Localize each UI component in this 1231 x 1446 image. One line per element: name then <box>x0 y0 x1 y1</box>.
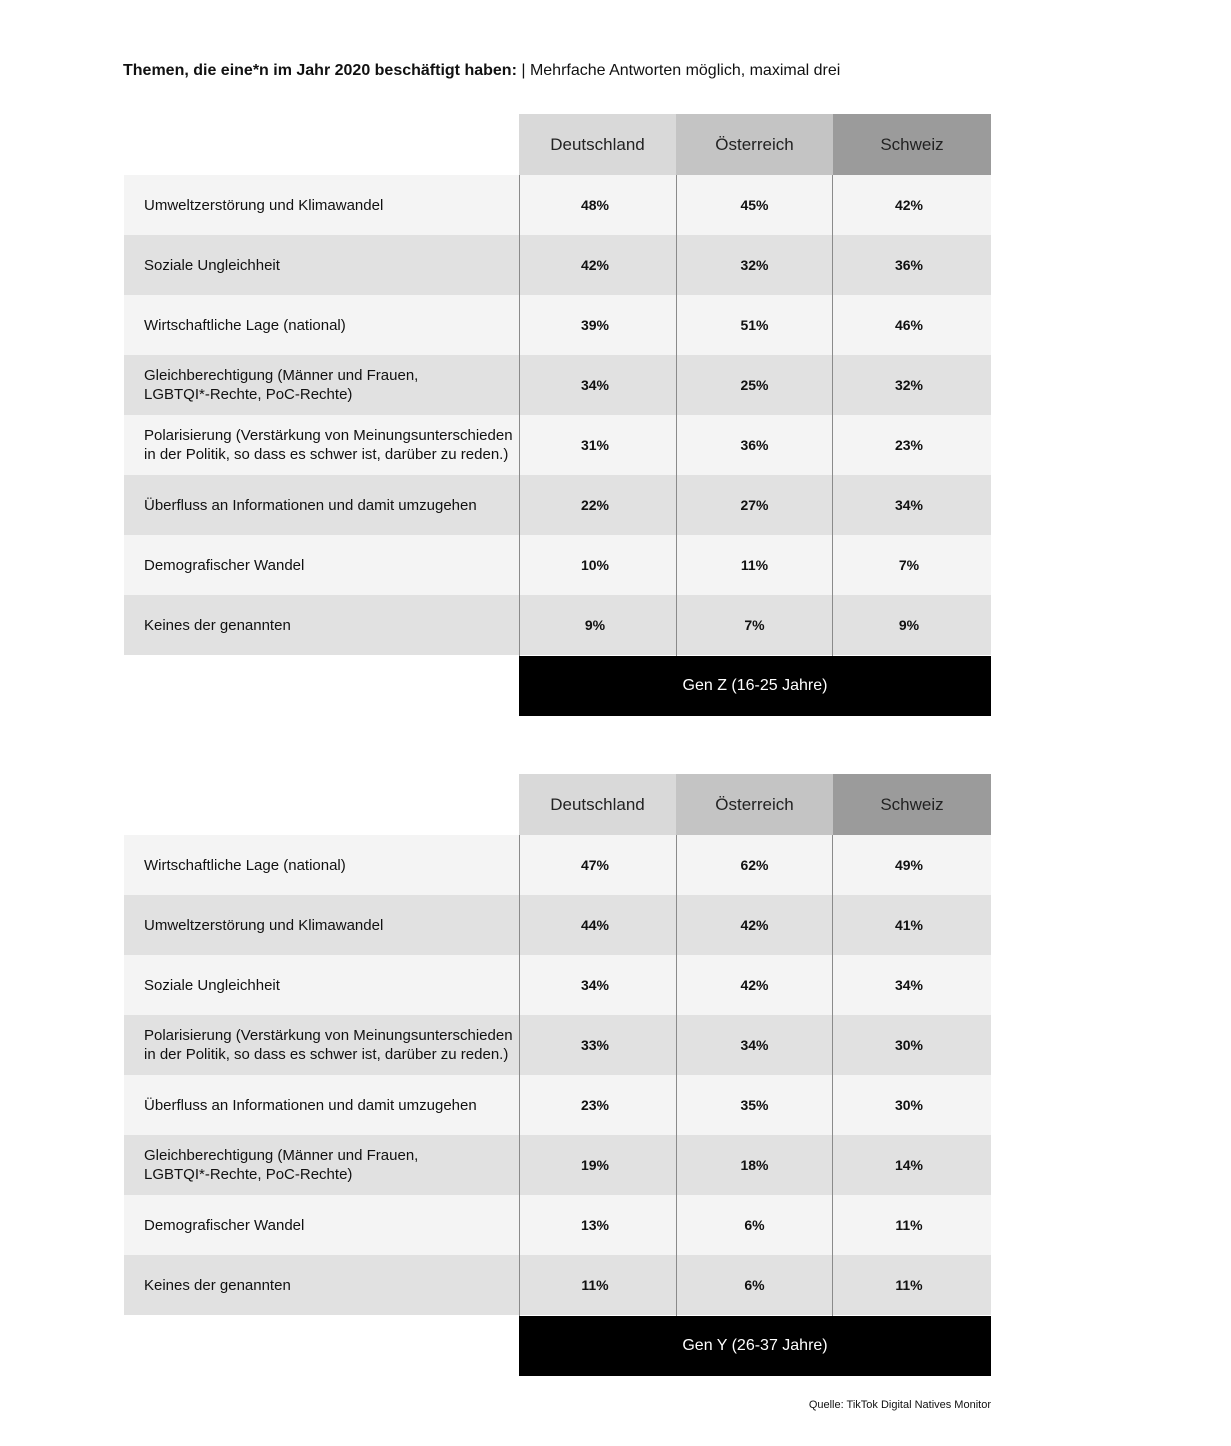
row-label: Demografischer Wandel <box>144 1216 305 1234</box>
value-cell: 22% <box>580 497 610 513</box>
value-cell: 32% <box>894 377 924 393</box>
value-cell: 34% <box>894 977 924 993</box>
row-label: Keines der genannten <box>144 616 291 634</box>
title-rest: | Mehrfache Antworten möglich, maximal drei <box>516 62 841 79</box>
value-cell: 34% <box>894 497 924 513</box>
table-row <box>124 535 991 595</box>
column-divider <box>519 835 520 1316</box>
value-cell: 6% <box>744 1277 765 1293</box>
value-cell: 30% <box>894 1037 924 1053</box>
value-cell: 36% <box>894 257 924 273</box>
column-header-2: Schweiz <box>833 114 991 175</box>
value-cell: 39% <box>580 317 610 333</box>
row-label: Umweltzerstörung und Klimawandel <box>144 196 384 214</box>
value-cell: 27% <box>740 497 769 513</box>
row-label: Polarisierung (Verstärkung von Meinungsunterschieden in der Politik, so dass es schwer ist, darüber zu reden.) <box>144 1027 513 1063</box>
value-cell: 33% <box>580 1037 610 1053</box>
row-label: Überfluss an Informationen und damit umzugehen <box>144 496 477 514</box>
row-label: Soziale Ungleichheit <box>144 976 280 994</box>
value-cell: 34% <box>580 977 610 993</box>
row-label: Wirtschaftliche Lage (national) <box>144 316 346 334</box>
table-gen-y <box>124 774 991 1376</box>
group-label: Gen Y (26-37 Jahre) <box>519 1316 991 1376</box>
value-cell: 6% <box>744 1217 765 1233</box>
value-cell: 42% <box>740 977 769 993</box>
value-cell: 36% <box>740 437 769 453</box>
value-cell: 11% <box>740 557 769 573</box>
page-title <box>123 62 840 80</box>
value-cell: 48% <box>580 197 610 213</box>
row-label: Überfluss an Informationen und damit umzugehen <box>144 1096 477 1114</box>
row-label: Soziale Ungleichheit <box>144 256 280 274</box>
value-cell: 9% <box>584 617 606 633</box>
column-header-row <box>519 114 991 175</box>
value-cell: 46% <box>894 317 924 333</box>
value-cell: 45% <box>740 197 769 213</box>
table-row <box>124 595 991 655</box>
value-cell: 30% <box>894 1097 924 1113</box>
source-note: Quelle: TikTok Digital Natives Monitor <box>808 1399 991 1411</box>
column-divider <box>676 835 677 1316</box>
table-row <box>124 295 991 355</box>
title-bold: Themen, die eine*n im Jahr 2020 beschäftigt haben: <box>123 62 517 79</box>
group-label: Gen Z (16-25 Jahre) <box>519 656 991 716</box>
table-body <box>124 835 991 1315</box>
column-header-0: Deutschland <box>519 114 676 175</box>
value-cell: 32% <box>740 257 769 273</box>
table-row <box>124 475 991 535</box>
value-cell: 42% <box>580 257 610 273</box>
value-cell: 13% <box>580 1217 610 1233</box>
value-cell: 42% <box>740 917 769 933</box>
value-cell: 9% <box>898 617 920 633</box>
row-label: Demografischer Wandel <box>144 556 305 574</box>
value-cell: 47% <box>580 857 610 873</box>
table-row <box>124 955 991 1015</box>
table-row <box>124 1195 991 1255</box>
value-cell: 25% <box>740 377 769 393</box>
value-cell: 34% <box>580 377 610 393</box>
column-header-row <box>519 774 991 835</box>
value-cell: 19% <box>580 1157 610 1173</box>
table-row <box>124 175 991 235</box>
table-row <box>124 1135 991 1195</box>
table-row <box>124 415 991 475</box>
value-cell: 23% <box>580 1097 610 1113</box>
table-row <box>124 235 991 295</box>
table-row <box>124 1015 991 1075</box>
column-header-2: Schweiz <box>833 774 991 835</box>
table-body <box>124 175 991 655</box>
value-cell: 51% <box>740 317 769 333</box>
value-cell: 11% <box>581 1277 609 1293</box>
value-cell: 62% <box>740 857 769 873</box>
row-label: Keines der genannten <box>144 1276 291 1294</box>
table-gen-z <box>124 114 991 716</box>
value-cell: 10% <box>580 557 610 573</box>
value-cell: 49% <box>894 857 924 873</box>
column-header-1: Österreich <box>676 774 833 835</box>
value-cell: 14% <box>894 1157 924 1173</box>
value-cell: 41% <box>894 917 924 933</box>
value-cell: 11% <box>895 1217 923 1233</box>
value-cell: 23% <box>894 437 924 453</box>
value-cell: 34% <box>740 1037 769 1053</box>
value-cell: 11% <box>895 1277 923 1293</box>
value-cell: 35% <box>740 1097 769 1113</box>
row-label: Umweltzerstörung und Klimawandel <box>144 916 384 934</box>
column-divider <box>676 175 677 656</box>
table-row <box>124 835 991 895</box>
column-divider <box>519 175 520 656</box>
value-cell: 44% <box>580 917 610 933</box>
column-divider <box>832 835 833 1316</box>
table-row <box>124 1255 991 1315</box>
value-cell: 42% <box>894 197 924 213</box>
row-label: Gleichberechtigung (Männer und Frauen, LGBTQI*-Rechte, PoC-Rechte) <box>144 1147 419 1183</box>
table-row <box>124 1075 991 1135</box>
value-cell: 31% <box>580 437 610 453</box>
table-row <box>124 355 991 415</box>
row-label: Polarisierung (Verstärkung von Meinungsunterschieden in der Politik, so dass es schwer ist, darüber zu reden.) <box>144 427 513 463</box>
table-row <box>124 895 991 955</box>
column-divider <box>832 175 833 656</box>
value-cell: 7% <box>898 557 920 573</box>
value-cell: 7% <box>744 617 765 633</box>
value-cell: 18% <box>740 1157 769 1173</box>
column-header-0: Deutschland <box>519 774 676 835</box>
column-header-1: Österreich <box>676 114 833 175</box>
row-label: Wirtschaftliche Lage (national) <box>144 856 346 874</box>
row-label: Gleichberechtigung (Männer und Frauen, LGBTQI*-Rechte, PoC-Rechte) <box>144 367 419 403</box>
